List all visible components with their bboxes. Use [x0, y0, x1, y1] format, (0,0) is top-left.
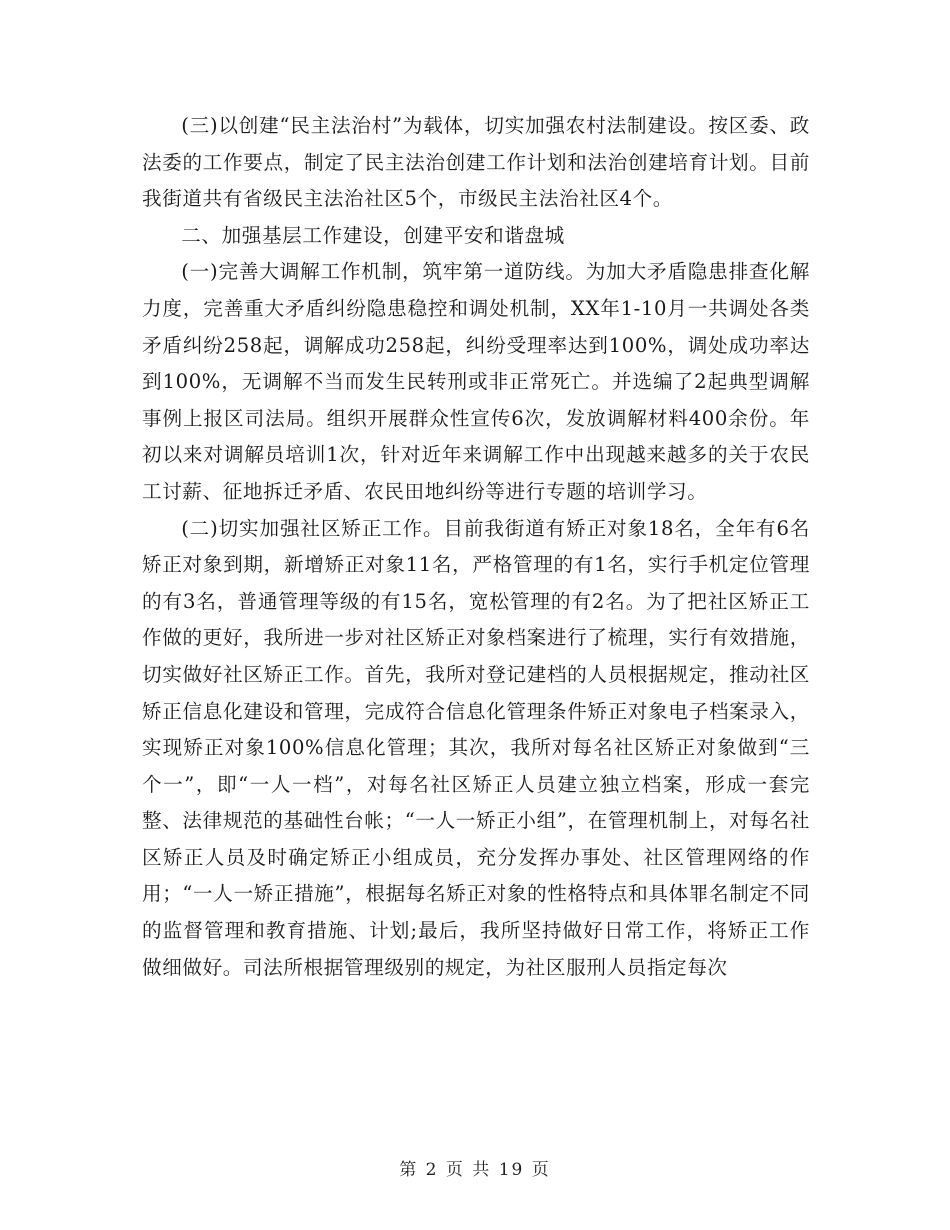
page-number-footer: 第 2 页 共 19 页 — [399, 1160, 551, 1180]
paragraph-community-correction: (二)切实加强社区矫正工作。目前我街道有矫正对象18名，全年有6名矫正对象到期，新增矫正对象11名，严格管理的有1名，实行手机定位管理的有3名，普通管理等级的有15名，宽松管理的有2名。为了把社区矫正工作做的更好，我所进一步对社区矫正对象档案进行了梳理，实行有效措施，切实做好社区矫正工作。首先，我所对登记建档的人员根据规定，推动社区矫正信息化建设和管理，完成符合信息化管理条件矫正对象电子档案录入，实现矫正对象100%信息化管理；其次，我所对每名社区矫正对象做到“三个一”，即“一人一档”，对每名社区矫正人员建立独立档案，形成一套完整、法律规范的基础性台帐；“一人一矫正小组”，在管理机制上，对每名社区矫正人员及时确定矫正小组成员，充分发挥办事处、社区管理网络的作用；“一人一矫正措施”，根据每名矫正对象的性格特点和具体罪名制定不同的监督管理和教育措施、计划;最后，我所坚持做好日常工作，将矫正工作做细做好。司法所根据管理级别的规定，为社区服刑人员指定每次 — [142, 516, 810, 979]
paragraph-mediation: (一)完善大调解工作机制，筑牢第一道防线。为加大矛盾隐患排查化解力度，完善重大矛盾纠纷隐患稳控和调处机制，XX年1-10月一共调处各类矛盾纠纷258起，调解成功258起，纠纷受理率达到100%，调处成功率达到100%，无调解不当而发生民转刑或非正常死亡。并选编了2起典型调解事例上报区司法局。组织开展群众性宣传6次，发放调解材料400余份。年初以来对调解员培训1次，针对近年来调解工作中出现越来越多的关于农民工讨薪、征地拆迁矛盾、农民田地纠纷等进行专题的培训学习。 — [142, 260, 810, 503]
paragraph-democratic-rule-of-law: (三)以创建“民主法治村”为载体，切实加强农村法制建设。按区委、政法委的工作要点，制定了民主法治创建工作计划和法治创建培育计划。目前我街道共有省级民主法治社区5个，市级民主法治社区4个。 — [142, 114, 810, 211]
section-heading: 二、加强基层工作建设，创建平安和谐盘城 — [181, 223, 565, 247]
document-body — [142, 108, 810, 986]
